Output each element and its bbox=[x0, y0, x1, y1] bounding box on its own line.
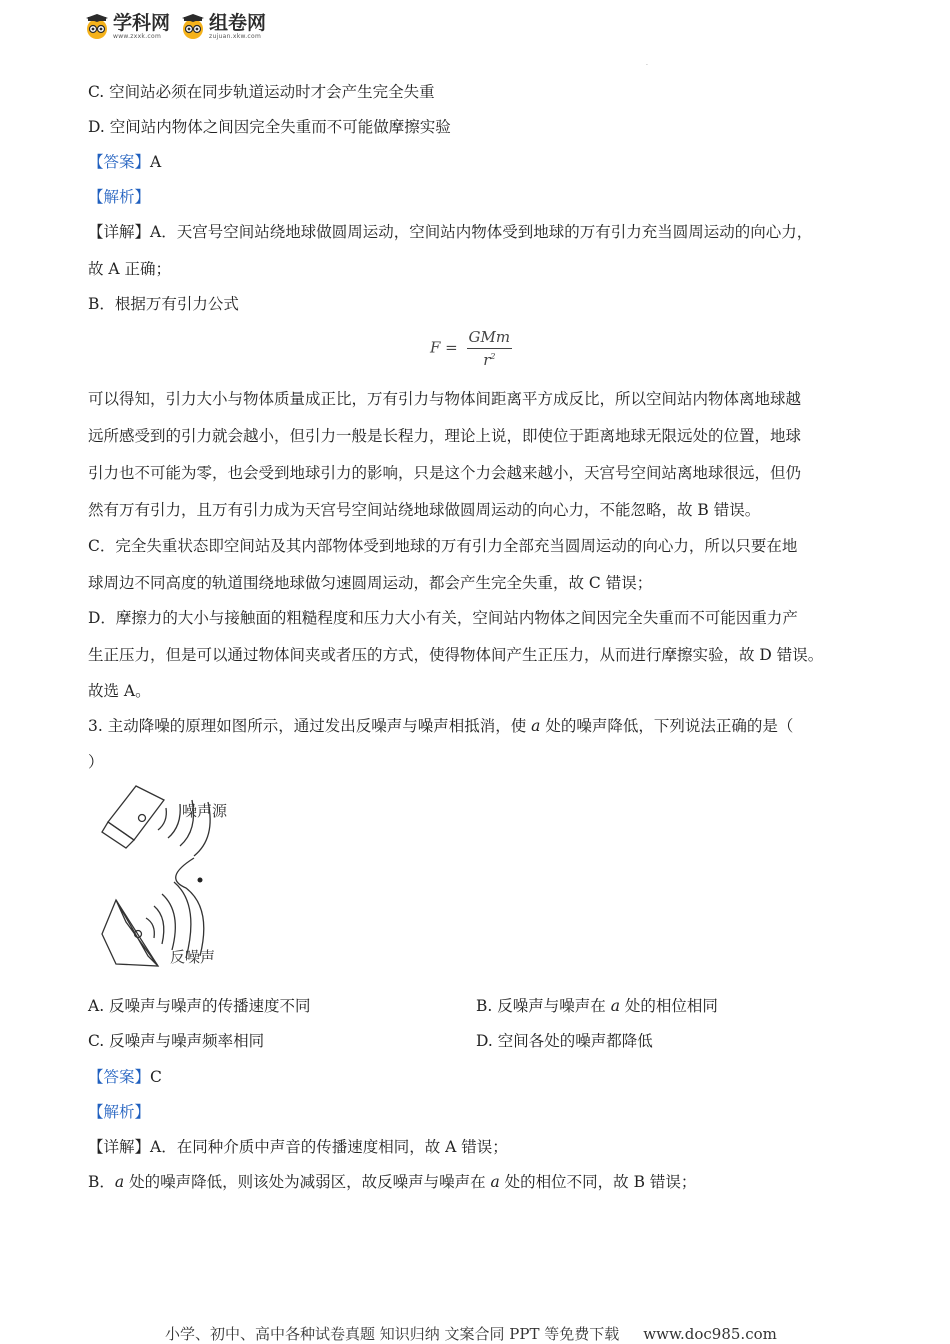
logo-name: 学科网 bbox=[113, 12, 171, 34]
noise-source-speaker-icon bbox=[102, 786, 164, 848]
detail-1-c-para-1: C．完全失重状态即空间站及其内部物体受到地球的万有引力全部充当圆周运动的向心力，所以只要在地 bbox=[88, 537, 798, 555]
detail-label: 【详解】 bbox=[88, 1138, 151, 1156]
q3-option-a[interactable]: A. 反噪声与噪声的传播速度不同 bbox=[88, 997, 311, 1015]
detail-1-d-para-1: D．摩擦力的大小与接触面的粗糙程度和压力大小有关，空间站内物体之间因完全失重而不可能因重力产 bbox=[88, 609, 798, 627]
detail-1-d-para-2: 生正压力，但是可以通过物体间夹或者压的方式，使得物体间产生正压力，从而进行摩擦实验，故 D 错误。 bbox=[88, 646, 824, 664]
detail-2-b-var2: a bbox=[490, 1173, 500, 1191]
gravity-formula bbox=[430, 328, 512, 369]
analysis-label-2: 【解析】 bbox=[88, 1103, 151, 1121]
detail-2-b-var: a bbox=[114, 1173, 125, 1191]
detail-1-b-para-1: 可以得知，引力大小与物体质量成正比，万有引力与物体间距离平方成反比，所以空间站内物体离地球越 bbox=[88, 390, 802, 408]
detail-a-text: A．天宫号空间站绕地球做圆周运动，空间站内物体受到地球的万有引力充当圆周运动的向心力， bbox=[150, 223, 813, 241]
footer-text: 小学、初中、高中各种试卷真题 知识归纳 文案合同 PPT 等免费下载 bbox=[165, 1325, 620, 1343]
question-3-stem-end: ） bbox=[88, 753, 104, 771]
detail-2-a-line bbox=[88, 1137, 508, 1157]
answer-value: C bbox=[150, 1068, 162, 1086]
formula-fraction bbox=[467, 328, 513, 369]
detail-1-a-line2: 故 A 正确； bbox=[88, 260, 172, 278]
owl-mascot-icon bbox=[84, 14, 110, 40]
q3-option-b-post: 处的相位相同 bbox=[619, 997, 718, 1015]
label-anti-noise: 反噪声 bbox=[170, 948, 216, 966]
detail-1-b-para-4: 然有万有引力，且万有引力成为天宫号空间站绕地球做圆周运动的向心力，不能忽略，故 B 错误。 bbox=[88, 501, 761, 519]
detail-2-b-pre: B． bbox=[88, 1173, 115, 1191]
q3-stem-pre: 3. 主动降噪的原理如图所示，通过发出反噪声与噪声相抵消，使 bbox=[88, 717, 532, 735]
question-3-stem bbox=[88, 716, 793, 736]
logo-url: zujuan.xkw.com bbox=[209, 33, 262, 40]
logo-zujuanwang[interactable] bbox=[180, 14, 266, 40]
formula-lhs: F = bbox=[430, 338, 458, 357]
label-noise-source: 噪声源 bbox=[182, 802, 228, 820]
formula-numerator: GMm bbox=[467, 328, 513, 349]
detail-1-a-line1 bbox=[88, 222, 812, 242]
formula-denominator bbox=[467, 349, 513, 369]
detail-1-c-para-2: 球周边不同高度的轨道围绕地球做匀速圆周运动，都会产生完全失重，故 C 错误； bbox=[88, 574, 653, 592]
answer-value: A bbox=[150, 153, 162, 171]
detail-label: 【详解】 bbox=[88, 223, 151, 241]
logo-xuekewang[interactable] bbox=[84, 14, 170, 40]
option-d-prev: D. 空间站内物体之间因完全失重而不可能做摩擦实验 bbox=[88, 118, 451, 136]
q3-option-c[interactable]: C. 反噪声与噪声频率相同 bbox=[88, 1032, 265, 1050]
formula-exponent: 2 bbox=[490, 352, 496, 361]
noise-cancel-figure bbox=[96, 778, 246, 978]
owl-mascot-icon bbox=[180, 14, 206, 40]
point-a-marker bbox=[198, 878, 203, 883]
q3-option-d[interactable]: D. 空间各处的噪声都降低 bbox=[476, 1032, 653, 1050]
detail-2-a-text: A．在同种介质中声音的传播速度相同，故 A 错误； bbox=[150, 1138, 508, 1156]
answer-1 bbox=[88, 152, 161, 172]
anti-noise-speaker-icon bbox=[102, 900, 158, 966]
detail-2-b-post: 处的相位不同，故 B 错误； bbox=[499, 1173, 697, 1191]
option-c-prev: C. 空间站必须在同步轨道运动时才会产生完全失重 bbox=[88, 83, 435, 101]
q3-option-b-var: a bbox=[610, 997, 620, 1015]
q3-option-b[interactable] bbox=[476, 996, 718, 1016]
logo-name: 组卷网 bbox=[209, 12, 267, 34]
detail-1-b-line: B．根据万有引力公式 bbox=[88, 295, 239, 313]
page-footer bbox=[165, 1323, 777, 1344]
detail-1-b-para-2: 远所感受到的引力就会越小，但引力一般是长程力，理论上说，即使位于距离地球无限远处的位置，地球 bbox=[88, 427, 802, 445]
q3-option-b-pre: B. 反噪声与噪声在 bbox=[476, 997, 611, 1015]
formula-den-base: r bbox=[483, 351, 491, 369]
answer-label: 【答案】 bbox=[88, 153, 151, 171]
detail-1-conclusion: 故选 A。 bbox=[88, 682, 151, 700]
detail-2-b-line bbox=[88, 1172, 696, 1192]
footer-url-link[interactable]: www.doc985.com bbox=[643, 1325, 777, 1343]
answer-label: 【答案】 bbox=[88, 1068, 151, 1086]
answer-2 bbox=[88, 1067, 162, 1087]
logo-url: www.zxxk.com bbox=[113, 33, 162, 40]
detail-2-b-mid: 处的噪声降低，则该处为减弱区，故反噪声与噪声在 bbox=[124, 1173, 491, 1191]
q3-stem-post: 处的噪声降低，下列说法正确的是（ bbox=[540, 717, 794, 735]
analysis-label-1: 【解析】 bbox=[88, 188, 151, 206]
stray-dot: . bbox=[646, 60, 648, 67]
header-logos bbox=[84, 14, 266, 40]
q3-var-a: a bbox=[531, 717, 541, 735]
detail-1-b-para-3: 引力也不可能为零，也会受到地球引力的影响，只是这个力会越来越小，天宫号空间站离地球很远，但仍 bbox=[88, 464, 802, 482]
anti-noise-wave-arcs bbox=[146, 858, 204, 958]
